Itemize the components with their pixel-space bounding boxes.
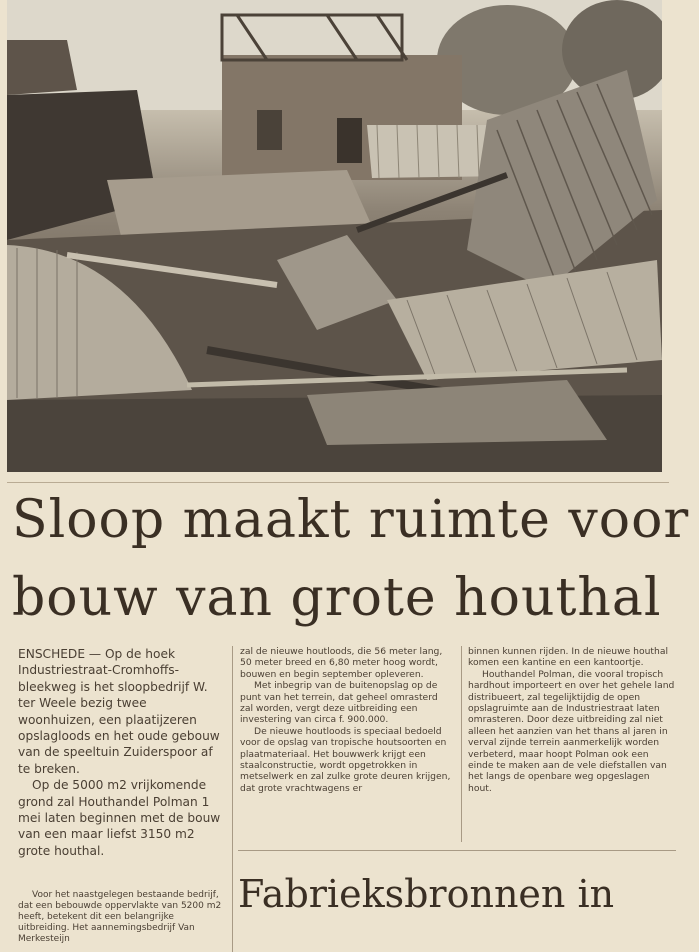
article-paragraph: Op de 5000 m2 vrijkomende grond zal Houthandel Polman 1 mei laten beginnen met de bouw van een maar liefst 3150 m2 grote houthal.	[18, 778, 221, 858]
article-paragraph: binnen kunnen rijden. In de nieuwe houthal komen een kantine en een kantoortje.	[468, 646, 669, 669]
article-column-2	[240, 646, 452, 846]
article-column-1-continued	[18, 890, 226, 952]
demolition-photo	[7, 0, 662, 472]
article-column-1	[18, 646, 226, 878]
headline-line-1: Sloop maakt ruimte voor	[12, 490, 690, 550]
next-article-headline: Fabrieksbronnen in	[238, 872, 615, 916]
article-paragraph: Houthandel Polman, die vooral tropisch hardhout importeert en over het gehele land distribueert, zal tegelijktijdig de open opslagruimte aan de Industriestraat laten omrasteren. Door deze uitbreiding zal niet alleen het aanzien van het thans al jaren in verval zijnde terrein aanmerkelijk worden verbeterd, maar hoopt Polman ook een einde te maken aan de vele diefstallen van het langs de openbare weg opgeslagen hout.	[468, 668, 675, 794]
section-divider	[238, 850, 676, 851]
article-column-3	[468, 646, 676, 846]
article-paragraph: Met inbegrip van de buitenopslag op de punt van het terrein, dat geheel omrasterd zal worden, vergt deze uitbreiding een investering van circa f. 900.000.	[240, 680, 438, 726]
column-divider	[461, 646, 462, 842]
divider	[7, 482, 669, 483]
demolition-photo-art	[7, 0, 662, 472]
article-paragraph: De nieuwe houtloods is speciaal bedoeld voor de opslag van tropische houtsoorten en plaatmateriaal. Het bouwwerk krijgt een staalconstructie, wordt opgetrokken in metselwerk en zal zulke grote deuren krijgen, dat grote vrachtwagens er	[240, 725, 451, 794]
article-paragraph: zal de nieuwe houtloods, die 56 meter lang, 50 meter breed en 6,80 meter hoog wordt, bouwen en begin september opleveren.	[240, 646, 443, 680]
headline-line-2: bouw van grote houthal	[12, 568, 662, 628]
column-divider	[232, 646, 233, 952]
article-paragraph: Voor het naastgelegen bestaande bedrijf, dat een bebouwde oppervlakte van 5200 m2 heeft, betekent dit een belangrijke uitbreiding. Het aannemingsbedrijf Van Merkesteijn	[18, 890, 222, 944]
article-paragraph: ENSCHEDE — Op de hoek Industriestraat-Cromhoffs-bleekweg is het sloopbedrijf W. ter Weele bezig twee woonhuizen, een plaatijzeren opslagloods en het oude gebouw van de speeltuin Zuiderspoor af te breken.	[18, 647, 220, 776]
